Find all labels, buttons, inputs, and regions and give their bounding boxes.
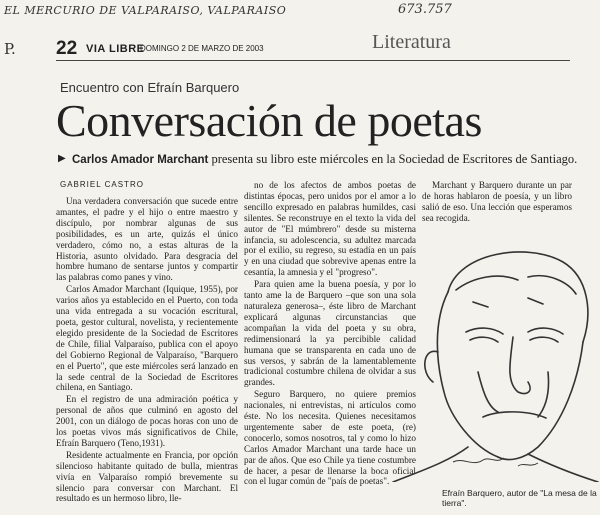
handwritten-archive-number: 673.757 — [398, 2, 452, 17]
paragraph: Residente actualmente en Francia, por opción silencioso habitante quitado de bulla, mientras vivía en Valparaíso rompió brevemente su silencio para conversar con Marchant. El resultado es un hermoso libro, lle- — [56, 449, 238, 504]
handwritten-source-note: EL MERCURIO DE VALPARAISO, VALPARAISO — [4, 4, 287, 17]
paragraph: no de los afectos de ambos poetas de distintas épocas, pero unidos por el amor a lo sencillo expresado en palabras humildes, casi silentes. Se reconstruye en el texto la vida del autor de "El múmbrero" desde su misterna infancia, su adolescencia, su adultez marcada por el exilio, su regreso, su estadía en un país y en una ciudad que sobrevive apenas entre la cesantía, la amnesia y el "progreso". — [244, 180, 416, 278]
section-title: Literatura — [372, 31, 451, 53]
handwritten-page-letter: P. — [4, 40, 16, 58]
page-number: 22 — [56, 38, 78, 59]
portrait-illustration — [378, 232, 600, 482]
paragraph: En el registro de una admiración poética y personal de años que culminó en agosto del 2001, con un diálogo de pocas horas con uno de los poetas vivos más significativos de Chile, Efraín Barquero (Teno,1931). — [56, 394, 238, 448]
paragraph: Marchant y Barquero durante un par de horas hablaron de poesía, y un libro salió de eso. Una lección que esperamos sea recogida. — [422, 180, 572, 223]
paragraph: Seguro Barquero, no quiere premios nacionales, ni entrevistas, ni artículos como éste. No los necesita. Quienes necesitamos urgentemente saber de este poeta, (re) conocerlo, somos nosotros, tal y como lo hizo Carlos Amador Marchant una tarde hace un par de años. Que eso Chile ya tiene costumbre de hacer, a pesar de llenarse la boca oficial con el lugar común de "país de poetas". — [244, 389, 416, 487]
portrait-caption: Efraín Barquero, autor de "La mesa de la tierra". — [442, 488, 597, 508]
issue-date: DOMINGO 2 DE MARZO DE 2003 — [140, 44, 264, 53]
newspaper-name: VIA LIBRE — [86, 43, 145, 55]
paragraph: Carlos Amador Marchant (Iquique, 1955), por varios años ya establecido en el Puerto, con toda una vida entregada a su vocación escritural, poeta, gestor cultural, novelista, y recientemente elegido presidente de la Sociedad de Escritores de Chile, filial Valparaíso, publica con el apoyo del Gobierno Regional de Valparaíso, "Barquero en el Puerto", que este miércoles será lanzado en la sede central de la Sociedad de Escritores chilena, en Santiago. — [56, 284, 238, 393]
article-headline: Conversación de poetas — [56, 95, 482, 146]
deck-text: presenta su libro este miércoles en la Sociedad de Escritores de Santiago. — [208, 152, 578, 166]
paragraph: Una verdadera conversación que sucede entre amantes, el padre y el hijo o entre maestro y discípulo, por nombrar algunas de sus posibilidades, es un arte, quizás el único verdadero, cómo no, a estas alturas de la Historia, asunto olvidado. Para desgracia del hombre humano de sentarse juntos y compartir las palabras como panes y vino. — [56, 196, 238, 283]
deck-author-name: Carlos Amador Marchant — [72, 154, 209, 166]
bullet-arrow-icon: ▶ — [58, 153, 66, 164]
article-deck — [58, 152, 600, 167]
body-column-1 — [56, 196, 238, 515]
paragraph: Para quien ame la buena poesía, y por lo tanto ame la de Barquero –que son una sola naturaleza generosa–, éste libro de Marchant explicará algunas circunstancias que acompañan la vida del poeta y su obra, redimensionará la ya percibible calidad humana que se transparenta en cada uno de sus versos, y sabrán de la lamentablemente tradicional costumbre chilena de olvidar a sus grandes. — [244, 279, 416, 388]
byline: GABRIEL CASTRO — [60, 180, 144, 189]
body-column-3 — [422, 180, 572, 236]
article-kicker: Encuentro con Efraín Barquero — [60, 80, 240, 95]
header-rule — [56, 60, 570, 61]
